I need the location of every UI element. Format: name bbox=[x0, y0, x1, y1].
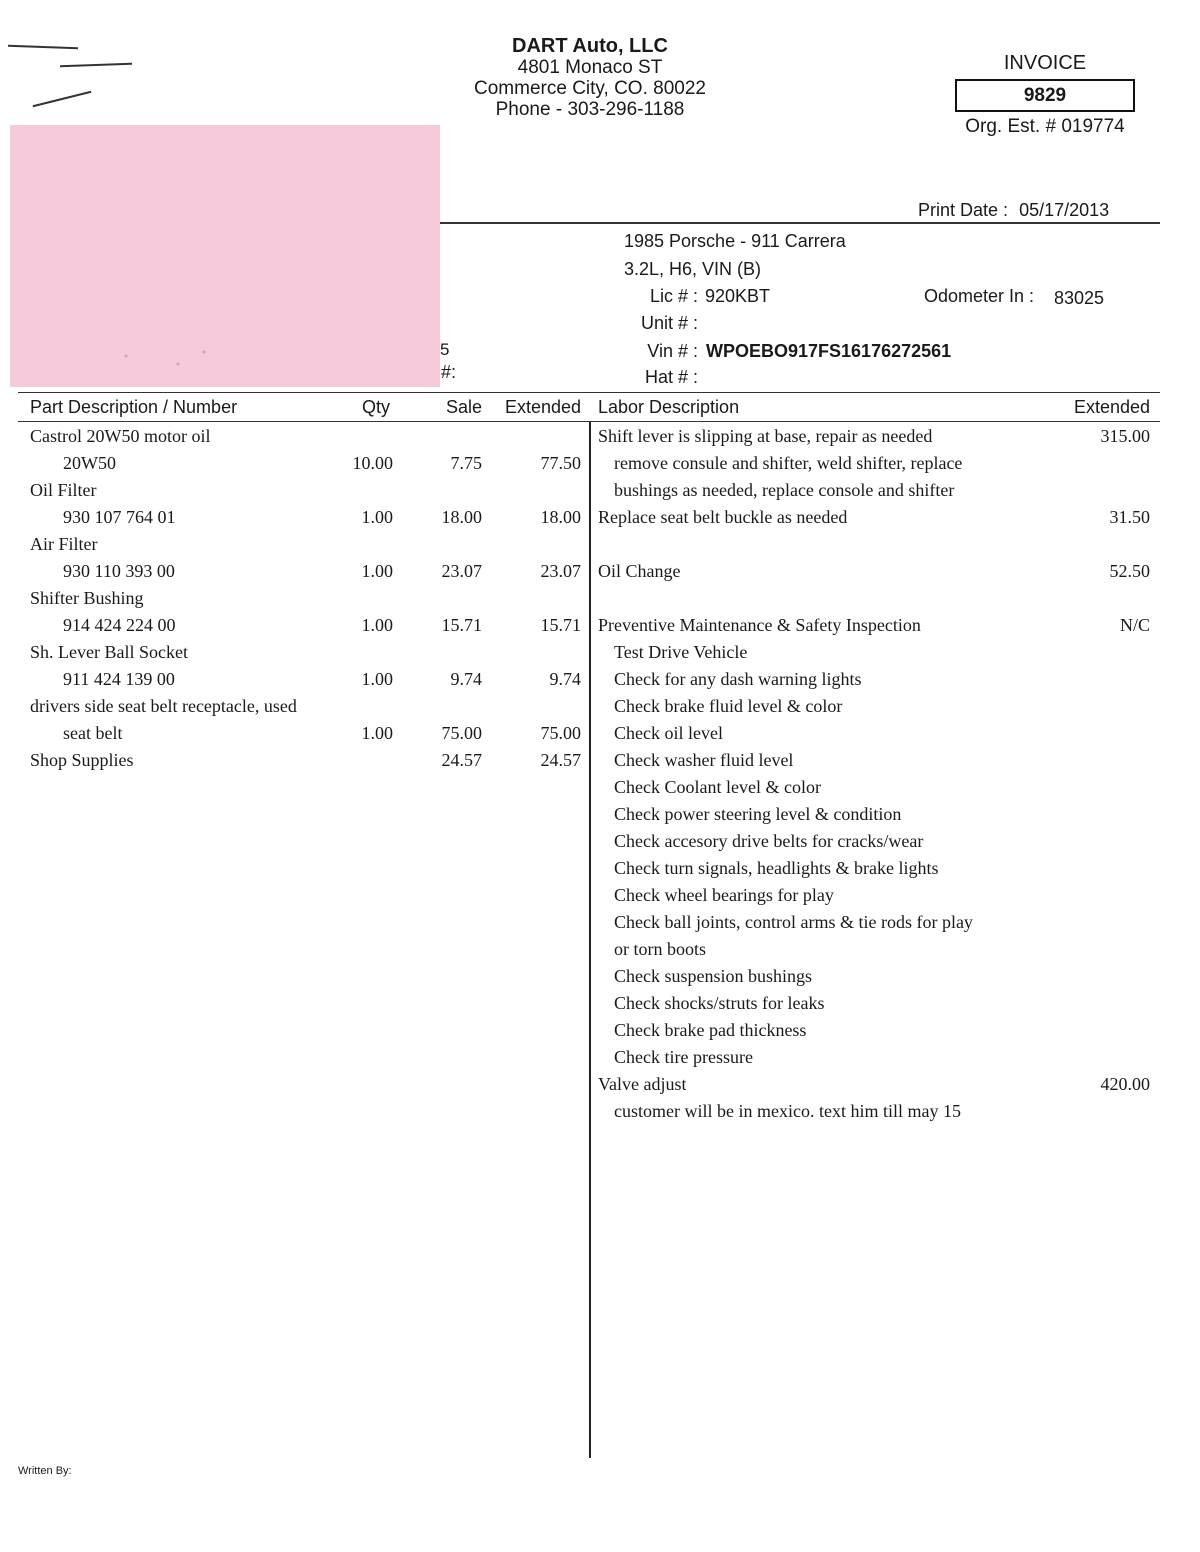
labor-description: remove consule and shifter, weld shifter, replace bbox=[614, 453, 963, 473]
part-sale: 75.00 bbox=[441, 723, 482, 743]
part-qty: 10.00 bbox=[352, 453, 393, 473]
labor-description: customer will be in mexico. text him till may 15 bbox=[614, 1101, 961, 1121]
customer-fragment: 5 bbox=[440, 340, 450, 359]
customer-fragment: #: bbox=[441, 362, 457, 382]
labor-description: bushings as needed, replace console and shifter bbox=[614, 480, 955, 500]
labor-description: Check for any dash warning lights bbox=[614, 669, 862, 689]
labor-header-description: Labor Description bbox=[598, 397, 740, 417]
part-qty: 1.00 bbox=[361, 669, 393, 689]
part-qty: 1.00 bbox=[361, 723, 393, 743]
labor-description: Shift lever is slipping at base, repair as needed bbox=[598, 426, 933, 446]
vin-label: Vin # : bbox=[647, 341, 698, 361]
labor-extended: 52.50 bbox=[1109, 561, 1150, 581]
part-extended: 24.57 bbox=[540, 750, 581, 770]
part-description: drivers side seat belt receptacle, used bbox=[30, 696, 297, 716]
part-extended: 23.07 bbox=[540, 561, 581, 581]
labor-description: Check suspension bushings bbox=[614, 966, 812, 986]
part-extended: 15.71 bbox=[540, 615, 581, 635]
invoice-number: 9829 bbox=[955, 79, 1135, 112]
lic-value: 920KBT bbox=[705, 286, 771, 306]
part-description: Shifter Bushing bbox=[30, 588, 144, 608]
labor-description: Check Coolant level & color bbox=[614, 777, 821, 797]
odometer-value: 83025 bbox=[1054, 288, 1105, 308]
labor-description: Check brake fluid level & color bbox=[614, 696, 843, 716]
labor-description: or torn boots bbox=[614, 939, 706, 959]
print-date bbox=[918, 200, 1109, 221]
labor-description: Check turn signals, headlights & brake lights bbox=[614, 858, 939, 878]
part-description: 914 424 224 00 bbox=[63, 615, 176, 635]
invoice-label: INVOICE bbox=[1003, 52, 1087, 74]
labor-description: Check tire pressure bbox=[614, 1047, 753, 1067]
parts-header-qty: Qty bbox=[362, 397, 391, 417]
labor-extended: N/C bbox=[1119, 615, 1150, 635]
vehicle-line2: 3.2L, H6, VIN (B) bbox=[624, 259, 762, 279]
labor-header-extended: Extended bbox=[1073, 397, 1150, 417]
part-description: 930 110 393 00 bbox=[63, 561, 175, 581]
labor-description: Check ball joints, control arms & tie rods for play bbox=[614, 912, 973, 932]
labor-description: Preventive Maintenance & Safety Inspection bbox=[598, 615, 921, 635]
part-description: 20W50 bbox=[63, 453, 116, 473]
vehicle-line1: 1985 Porsche - 911 Carrera bbox=[624, 231, 846, 251]
labor-description: Check accesory drive belts for cracks/wear bbox=[614, 831, 924, 851]
print-date-label: Print Date : bbox=[918, 200, 1009, 220]
odometer-label: Odometer In : bbox=[924, 286, 1035, 306]
part-description: Castrol 20W50 motor oil bbox=[30, 426, 211, 446]
part-description: Air Filter bbox=[30, 534, 98, 554]
company-address: 4801 Monaco ST bbox=[517, 57, 663, 78]
part-description: Oil Filter bbox=[30, 480, 97, 500]
labor-description: Replace seat belt buckle as needed bbox=[598, 507, 848, 527]
part-description: 911 424 139 00 bbox=[63, 669, 175, 689]
company-name: DART Auto, LLC bbox=[512, 35, 668, 57]
part-extended: 18.00 bbox=[540, 507, 581, 527]
company-city: Commerce City, CO. 80022 bbox=[474, 78, 706, 99]
part-sale: 23.07 bbox=[441, 561, 482, 581]
labor-description: Check shocks/struts for leaks bbox=[614, 993, 825, 1013]
labor-description: Valve adjust bbox=[598, 1074, 687, 1094]
part-extended: 77.50 bbox=[540, 453, 581, 473]
part-extended: 75.00 bbox=[540, 723, 581, 743]
labor-description: Check washer fluid level bbox=[614, 750, 794, 770]
part-qty: 1.00 bbox=[361, 615, 393, 635]
part-qty: 1.00 bbox=[361, 561, 393, 581]
part-description: seat belt bbox=[63, 723, 123, 743]
labor-extended: 31.50 bbox=[1109, 507, 1150, 527]
labor-description: Check oil level bbox=[614, 723, 723, 743]
unit-label: Unit # : bbox=[640, 313, 698, 333]
part-sale: 9.74 bbox=[450, 669, 482, 689]
labor-extended: 420.00 bbox=[1100, 1074, 1150, 1094]
labor-description: Test Drive Vehicle bbox=[614, 642, 748, 662]
written-by-label: Written By: bbox=[18, 1465, 72, 1477]
company-phone: Phone - 303-296-1188 bbox=[495, 99, 685, 120]
part-sale: 15.71 bbox=[441, 615, 482, 635]
labor-description: Check wheel bearings for play bbox=[614, 885, 834, 905]
org-estimate: Org. Est. # 019774 bbox=[965, 116, 1125, 137]
part-sale: 18.00 bbox=[441, 507, 482, 527]
vin-value: WPOEBO917FS16176272561 bbox=[706, 341, 952, 361]
lic-label: Lic # : bbox=[649, 286, 698, 306]
part-sale: 7.75 bbox=[450, 453, 482, 473]
part-description: Shop Supplies bbox=[30, 750, 134, 770]
labor-description: Check power steering level & condition bbox=[614, 804, 902, 824]
print-date-value: 05/17/2013 bbox=[1019, 200, 1110, 220]
parts-header-sale: Sale bbox=[445, 397, 482, 417]
labor-description: Check brake pad thickness bbox=[614, 1020, 807, 1040]
part-description: 930 107 764 01 bbox=[63, 507, 176, 527]
hat-label: Hat # : bbox=[644, 367, 698, 387]
labor-extended: 315.00 bbox=[1100, 426, 1150, 446]
parts-header-extended: Extended bbox=[504, 397, 581, 417]
parts-header-description: Part Description / Number bbox=[30, 397, 238, 417]
part-sale: 24.57 bbox=[441, 750, 482, 770]
part-qty: 1.00 bbox=[361, 507, 393, 527]
labor-description: Oil Change bbox=[598, 561, 681, 581]
part-extended: 9.74 bbox=[549, 669, 581, 689]
part-description: Sh. Lever Ball Socket bbox=[30, 642, 188, 662]
